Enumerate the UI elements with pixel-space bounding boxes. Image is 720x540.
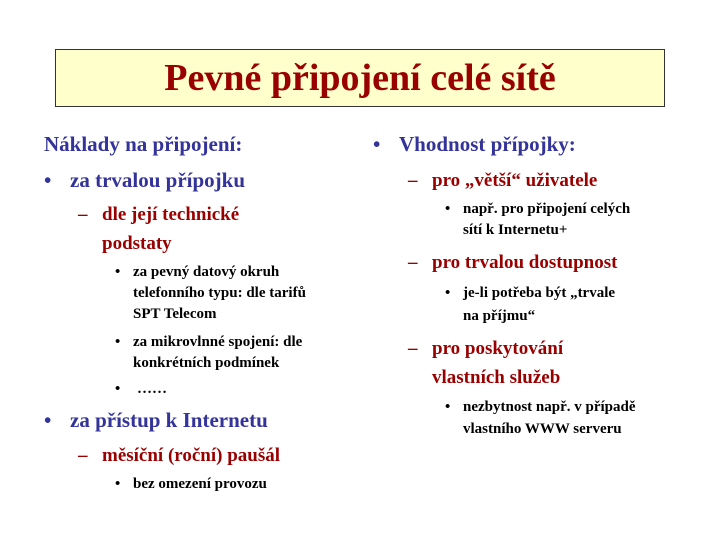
dash-icon: – [78,204,88,225]
right-sub-3-line-1: pro poskytování [432,338,564,359]
dash-icon: – [408,338,418,359]
left-item-1: za trvalou přípojku [70,168,246,192]
left-item-2-detail-1: bez omezení provozu [133,476,267,492]
left-heading: Náklady na připojení: [44,132,243,156]
left-item-2: za přístup k Internetu [70,408,268,432]
bullet-icon: • [115,381,121,397]
title-box [55,49,665,107]
dash-icon: – [78,445,88,466]
bullet-icon: • [44,408,52,432]
bullet-icon: • [115,334,121,350]
left-item-2-sub-1: měsíční (roční) paušál [102,445,281,466]
left-detail-3: …… [137,381,167,397]
slide-title: Pevné připojení celé sítě [164,57,556,99]
dash-icon: – [408,170,418,191]
left-detail-1-line-2: telefonního typu: dle tarifů [133,285,306,301]
right-sub-2: pro trvalou dostupnost [432,252,618,273]
left-item-1-sub-1-line-2: podstaty [102,233,172,254]
dash-icon: – [408,252,418,273]
right-sub-1-detail-line-1: např. pro připojení celých [463,201,631,217]
bullet-icon: • [115,264,121,280]
left-detail-2-line-2: konkrétních podmínek [133,355,280,371]
bullet-icon: • [445,201,451,217]
left-detail-2-line-1: za mikrovlnné spojení: dle [133,334,303,350]
bullet-icon: • [445,399,451,415]
right-sub-3-line-2: vlastních služeb [432,367,561,388]
right-sub-1: pro „větší“ uživatele [432,170,598,191]
right-sub-3-detail-line-2: vlastního WWW serveru [463,421,622,437]
bullet-icon: • [115,476,121,492]
left-detail-1-line-3: SPT Telecom [133,306,217,322]
bullet-icon: • [44,168,52,192]
left-detail-1-line-1: za pevný datový okruh [133,264,280,280]
bullet-icon: • [445,285,451,301]
bullet-icon: • [373,132,381,156]
right-sub-1-detail-line-2: sítí k Internetu+ [463,222,568,238]
right-sub-2-detail-line-1: je-li potřeba být „trvale [463,285,616,301]
right-sub-2-detail-line-2: na příjmu“ [463,308,536,324]
right-sub-3-detail-line-1: nezbytnost např. v případě [463,399,636,415]
left-item-1-sub-1-line-1: dle její technické [102,204,240,225]
right-heading: Vhodnost přípojky: [399,132,576,156]
